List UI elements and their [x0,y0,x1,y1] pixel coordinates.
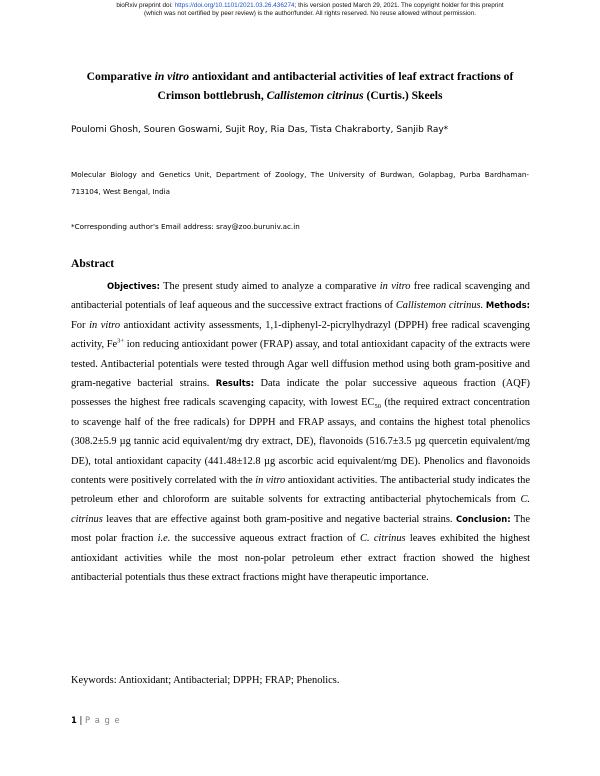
results-label: Results: [215,378,255,389]
abstract-text: leaves exhibited the highest antioxidant activities while the most non-polar petroleum ether extract fraction showed the highest antibacterial potentials thus these extract fractions might have therapeutic importance. [71,533,530,584]
preprint-header-line-1 [60,2,560,10]
preprint-header-prefix: bioRxiv preprint doi: [116,2,175,9]
page-footer [71,714,121,726]
abstract-text: ion reducing antioxidant power (FRAP) assay, and total antioxidant capacity of the extracts were tested. Antibacterial potentials were tested through Agar well diffusion method using both gram-positive and gram-negative bacterial strains. [71,339,531,390]
methods-label: Methods: [485,300,530,311]
footer-separator: | [76,715,85,725]
preprint-header [60,2,560,18]
abstract-text: The most polar fraction [71,513,530,545]
author-list: Poulomi Ghosh, Souren Goswami, Sujit Roy, Ria Das, Tista Chakraborty, Sanjib Ray* [71,125,449,135]
abstract-italic: in vitro [89,319,121,331]
title-part: Crimson bottlebrush, [157,89,267,102]
doi-link[interactable]: https://doi.org/10.1101/2021.03.26.436274 [174,2,295,9]
preprint-header-suffix: ; this version posted March 29, 2021. The copyright holder for this preprint [294,2,504,9]
abstract-text: the successive aqueous extract fraction of [170,533,361,545]
abstract-text: The present study aimed to analyze a comparative [159,281,380,292]
abstract-heading: Abstract [71,257,115,270]
keywords: Keywords: Antioxidant; Antibacterial; DPPH; FRAP; Phenolics. [71,675,340,686]
title-part: (Curtis.) Skeels [363,89,443,102]
abstract-superscript: 3+ [117,337,125,345]
abstract-text: (the required extract concentration to scavenge half of the free radicals) for DPPH and FRAP assays, and contains the highest total phenolics (308.2±5.9 µg tannic acid equivalent/mg dry extract, DE), flavonoids (516.7±3.5 µg quercetin equivalent/mg DE), total antioxidant capacity (441.48±12.8 µg ascorbic acid equivalent/mg DE). Phenolics and flavonoids contents were positively correlated with the [71,397,530,487]
abstract-body [71,277,530,588]
page-label: P a g e [84,715,121,725]
abstract-subscript: 50 [374,403,381,411]
abstract-italic: in vitro [379,281,411,292]
corresponding-author: *Corresponding author's Email address: sray@zoo.buruniv.ac.in [71,222,300,231]
paper-title [72,67,528,105]
abstract-text: antioxidant activity assessments, 1,1-diphenyl-2-picrylhydrazyl (DPPH) free radical scavenging activity, Fe [71,319,530,351]
title-species-name: Callistemon citrinus [266,89,364,102]
abstract-italic: C. citrinus [360,533,406,545]
page-number: 1 [71,715,77,725]
abstract-italic: C. citrinus [71,494,530,525]
abstract-italic: Callistemon citrinus. [395,300,484,312]
abstract-italic: i.e. [157,533,171,545]
abstract-text: free radical scavenging and antibacterial potentials of leaf aqueous and the successive extract fractions of [71,281,531,312]
abstract-italic: in vitro [255,475,286,487]
title-part: Comparative [86,70,155,83]
abstract-text: leaves that are effective against both gram-positive and negative bacterial strains. [102,513,456,525]
title-part: antioxidant and antibacterial activities of leaf extract fractions of [189,70,514,83]
abstract-text: antioxidant activities. The antibacterial study indicates the petroleum ether and chloroform are suitable solvents for extracting antibacterial phytochemicals from [71,475,530,506]
abstract-text: For [71,319,90,331]
conclusion-label: Conclusion: [455,513,511,524]
objectives-label: Objectives: [107,281,160,291]
abstract-text: Data indicate the polar successive aqueous fraction (AQF) possesses the highest free radicals scavenging capacity, with lowest EC [71,378,530,409]
affiliation: Molecular Biology and Genetics Unit, Department of Zoology, The University of Burdwan, Golapbag, Purba Bardhaman-713104, West Bengal, India [71,170,529,196]
title-italic-part: in vitro [154,70,190,83]
preprint-header-line-2: (which was not certified by peer review) is the author/funder. All rights reserved. No reuse allowed without permission. [143,10,477,17]
